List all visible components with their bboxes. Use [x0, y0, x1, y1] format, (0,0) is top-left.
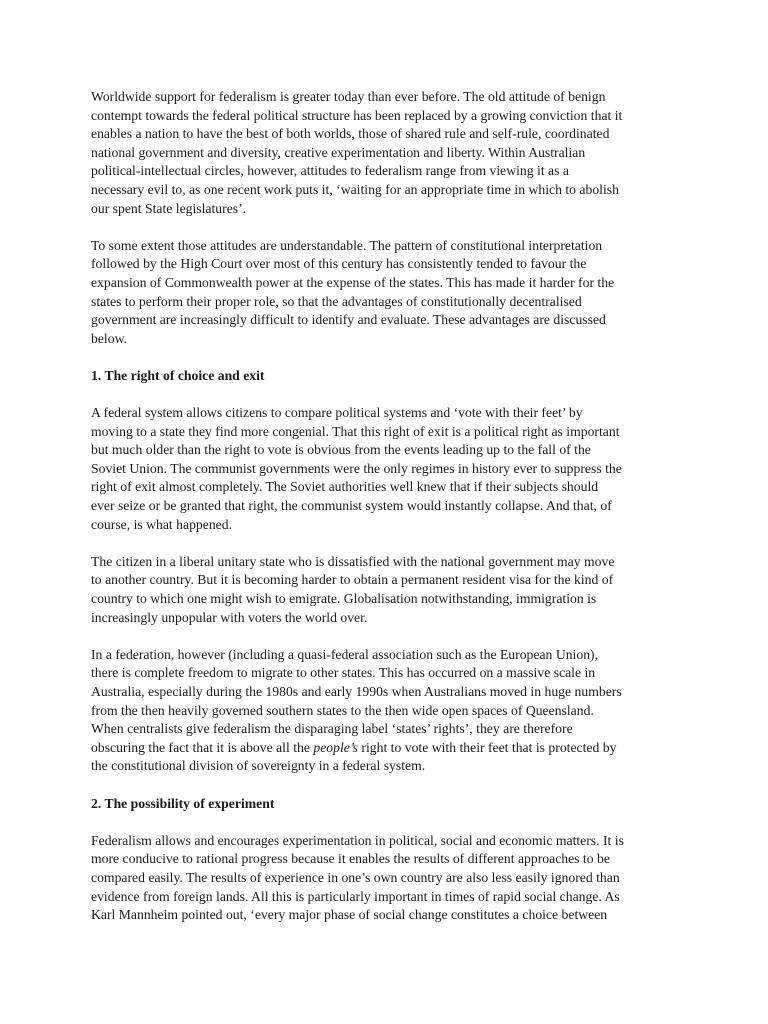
- text-line: followed by the High Court over most of this century has consistently tended to favour the: [91, 256, 587, 272]
- text-line: Federalism allows and encourages experimentation in political, social and economic matters. It is: [91, 832, 624, 848]
- section-heading-choice-exit: 1. The right of choice and exit: [91, 367, 265, 383]
- text-line: from the then heavily governed southern states to the then wide open spaces of Queensland.: [91, 702, 594, 718]
- text-line: government are increasingly difficult to identify and evaluate. These advantages are discussed: [91, 312, 606, 328]
- text-line: Worldwide support for federalism is greater today than ever before. The old attitude of benign: [91, 89, 606, 104]
- paragraph-intro: [91, 88, 681, 218]
- text-line: increasingly unpopular with voters the world over.: [91, 609, 368, 625]
- text-line: course, is what happened.: [91, 516, 233, 532]
- text-line: the constitutional division of sovereignty in a federal system.: [91, 758, 426, 774]
- text-line: more conducive to rational progress because it enables the results of different approaches to be: [91, 851, 610, 867]
- text-line: In a federation, however (including a quasi-federal association such as the European Union),: [91, 646, 599, 662]
- text-line: moving to a state they find more congenial. That this right of exit is a political right as important: [91, 423, 620, 439]
- text-line: To some extent those attitudes are understandable. The pattern of constitutional interpretation: [91, 237, 603, 253]
- document-page: [91, 88, 681, 943]
- text-line: to another country. But it is becoming harder to obtain a permanent resident visa for the kind of: [91, 572, 614, 588]
- section-heading-experiment: 2. The possibility of experiment: [91, 795, 275, 811]
- text-line: enables a nation to have the best of both worlds, those of shared rule and self-rule, coordinated: [91, 126, 610, 142]
- text-line-mixed: [91, 739, 681, 758]
- text-line: Australia, especially during the 1980s and early 1990s when Australians moved in huge numbers: [91, 684, 622, 699]
- paragraph-federation-migration: [91, 646, 681, 776]
- text-line: political-intellectual circles, however, attitudes to federalism range from viewing it as a: [91, 163, 569, 179]
- text-line: our spent State legislatures’.: [91, 200, 247, 216]
- text-line: A federal system allows citizens to compare political systems and ‘vote with their feet’ by: [91, 405, 583, 421]
- text-line: compared easily. The results of experience in one’s own country are also less easily ignored than: [91, 869, 620, 885]
- paragraph-federal-system: [91, 404, 681, 534]
- paragraph-unitary-state: [91, 553, 681, 627]
- text-line: national government and diversity, creative experimentation and liberty. Within Australian: [91, 144, 586, 160]
- text-line: evidence from foreign lands. All this is particularly important in times of rapid social change. As: [91, 888, 620, 904]
- text-line: expansion of Commonwealth power at the expense of the states. This has made it harder for the: [91, 274, 615, 290]
- text-line: below.: [91, 330, 127, 346]
- paragraph-attitudes: [91, 237, 681, 349]
- italic-emphasis: people’s: [313, 739, 358, 755]
- text-segment: right to vote with their feet that is protected by: [357, 739, 617, 755]
- text-line: but much older than the right to vote is obvious from the events leading up to the fall of the: [91, 442, 591, 458]
- text-line: Karl Mannheim pointed out, ‘every major phase of social change constitutes a choice between: [91, 907, 608, 923]
- paragraph-experimentation: [91, 832, 681, 925]
- text-line: country to which one might wish to emigrate. Globalisation notwithstanding, immigration is: [91, 591, 597, 607]
- text-line: When centralists give federalism the disparaging label ‘states’ rights’, they are therefore: [91, 721, 573, 737]
- text-line: The citizen in a liberal unitary state who is dissatisfied with the national government may move: [91, 553, 615, 569]
- text-line: Soviet Union. The communist governments were the only regimes in history ever to suppress the: [91, 460, 622, 476]
- text-line: right of exit almost completely. The Soviet authorities well knew that if their subjects should: [91, 479, 599, 495]
- text-line: contempt towards the federal political structure has been replaced by a growing conviction that it: [91, 107, 623, 123]
- text-line: ever seize or be granted that right, the communist system would instantly collapse. And that, of: [91, 498, 612, 514]
- text-segment: obscuring the fact that it is above all the: [91, 739, 314, 755]
- text-line: states to perform their proper role, so that the advantages of constitutionally decentralised: [91, 293, 582, 309]
- text-line: necessary evil to, as one recent work puts it, ‘waiting for an appropriate time in which to abolish: [91, 181, 619, 197]
- text-line: there is complete freedom to migrate to other states. This has occurred on a massive scale in: [91, 665, 596, 681]
